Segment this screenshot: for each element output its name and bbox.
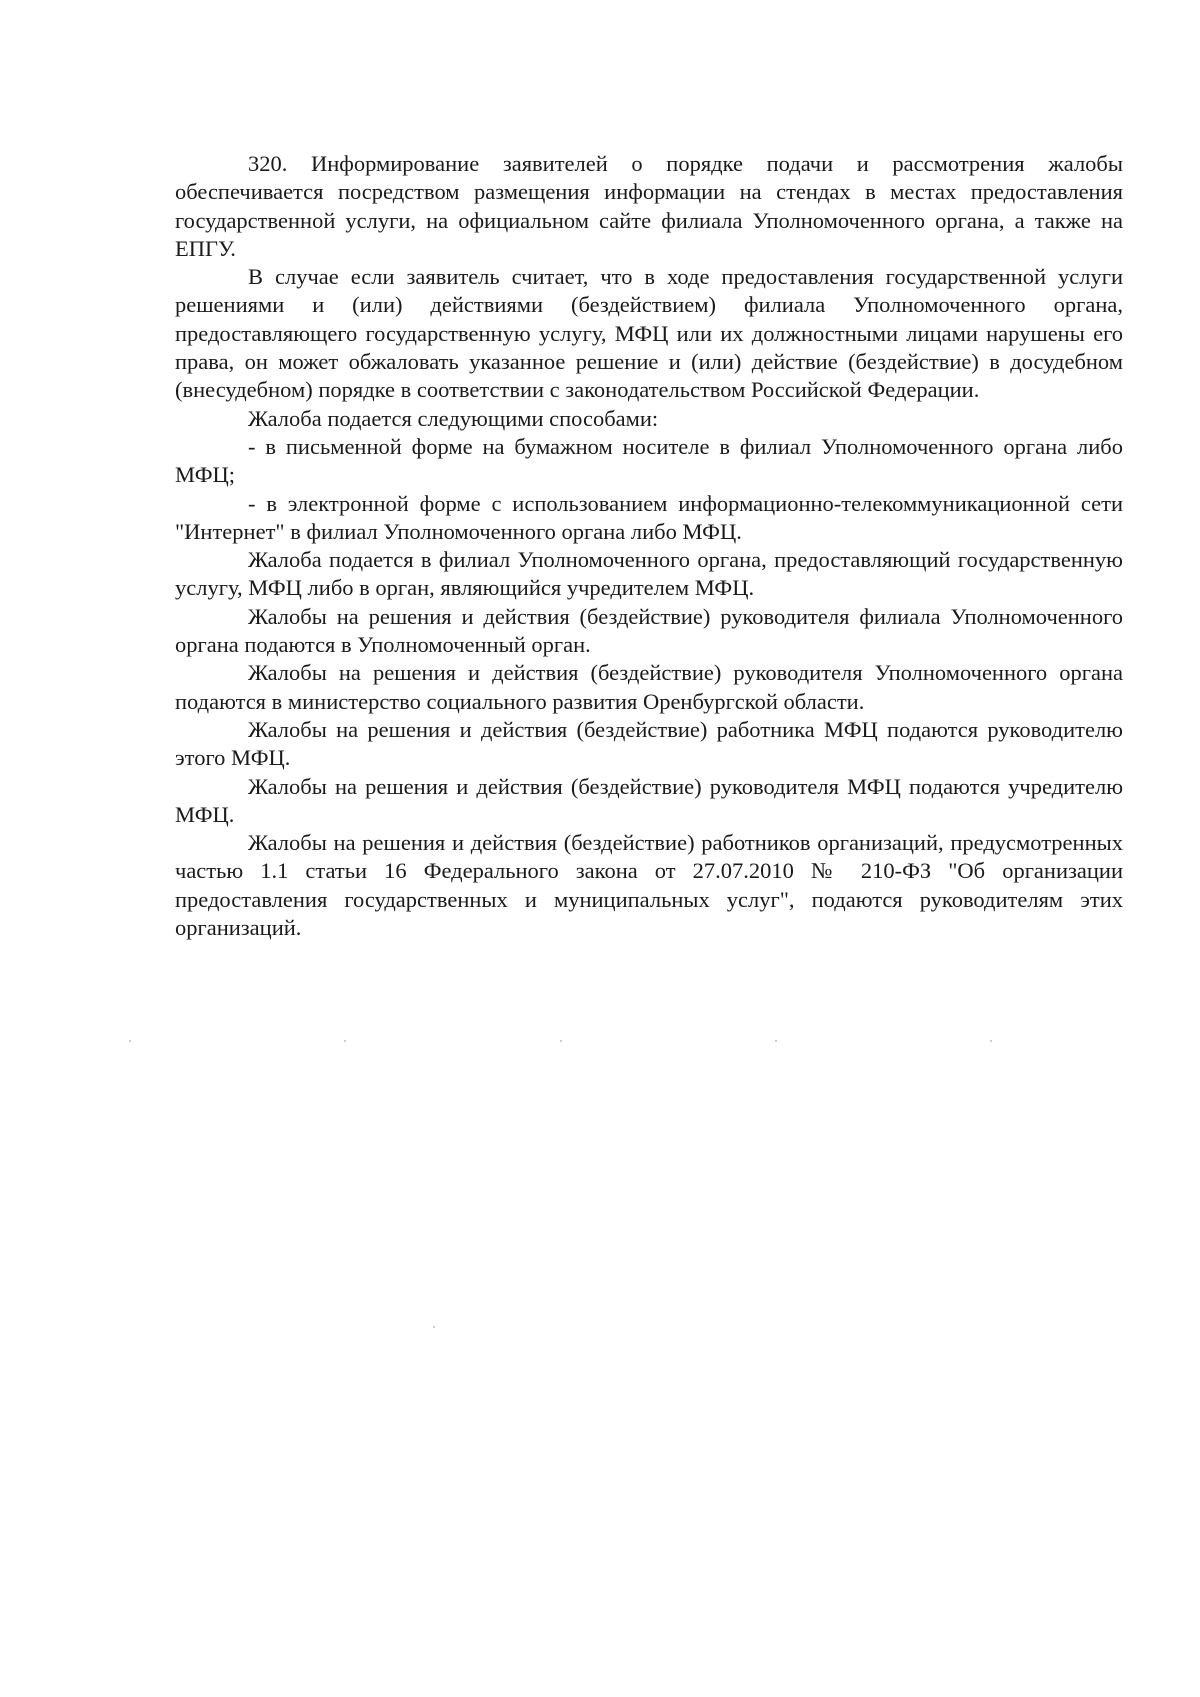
scan-speck [129, 1040, 131, 1042]
list-item-electronic-form: - в электронной форме с использованием информационно-телекоммуникационной сети "Интернет" в филиал Уполномоченного органа либо МФЦ. [175, 490, 1123, 544]
paragraph-mfc-head-complaints: Жалобы на решения и действия (бездействие) руководителя МФЦ подаются учредителю МФЦ. [175, 773, 1123, 827]
scan-speck [560, 1040, 562, 1042]
paragraph-mfc-employee-complaints: Жалобы на решения и действия (бездействие) работника МФЦ подаются руководителю этого МФЦ. [175, 716, 1123, 771]
paragraph-branch-head-complaints: Жалобы на решения и действия (бездействие) руководителя филиала Уполномоченного органа подаются в Уполномоченный орган. [175, 603, 1123, 658]
scan-speck [775, 1040, 777, 1042]
scan-speck [990, 1040, 992, 1042]
scan-speck [433, 1326, 435, 1328]
paragraph-filing-recipient: Жалоба подается в филиал Уполномоченного органа, предоставляющий государственную услугу, МФЦ либо в орган, являющийся учредителем МФЦ. [175, 547, 1123, 601]
scan-speck [344, 1040, 346, 1042]
paragraph-appeal-right: В случае если заявитель считает, что в ходе предоставления государственной услуги решениями и (или) действиями (бездействием) филиала Уполномоченного органа, предоставляющего государственную услугу, МФЦ или их должностными лицами нарушены его права, он может обжаловать указанное решение и (или) действие (бездействие) в досудебном (внесудебном) порядке в соответствии с законодательством Российской Федерации. [175, 264, 1123, 403]
document-body [175, 150, 1123, 942]
paragraph-320-informing: 320. Информирование заявителей о порядке подачи и рассмотрения жалобы обеспечивается посредством размещения информации на стендах в местах предоставления государственной услуги, на официальном сайте филиала Уполномоченного органа, а также на ЕПГУ. [175, 151, 1123, 261]
list-item-paper-form: - в письменной форме на бумажном носителе в филиал Уполномоченного органа либо МФЦ; [175, 433, 1123, 488]
paragraph-organization-complaints: Жалобы на решения и действия (бездействие) работников организаций, предусмотренных частью 1.1 статьи 16 Федерального закона от 27.07.2010 № 210-ФЗ "Об организации предоставления государственных и муниципальных услуг", подаются руководителям этих организаций. [175, 830, 1123, 941]
paragraph-authority-head-complaints: Жалобы на решения и действия (бездействие) руководителя Уполномоченного органа подаются в министерство социального развития Оренбургской области. [175, 660, 1123, 714]
paragraph-filing-methods-intro: Жалоба подается следующими способами: [248, 405, 659, 431]
